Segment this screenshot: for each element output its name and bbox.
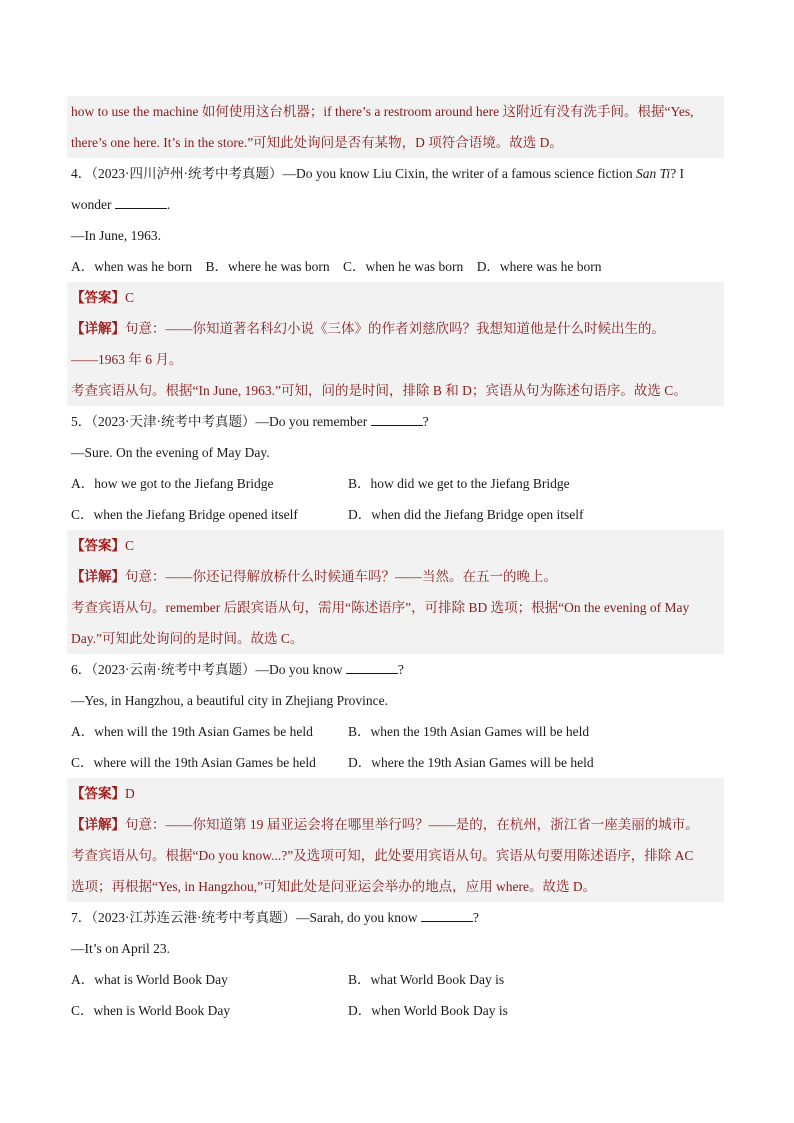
q4-blank — [115, 194, 167, 209]
q6-detail-1: 【详解】句意：——你知道第 19 届亚运会将在哪里举行吗？——是的，在杭州，浙江省一座美丽的城市。 — [67, 809, 724, 840]
q7-options-ab — [0, 964, 794, 995]
q6-options-cd — [0, 747, 794, 778]
q6-detail-2: 考查宾语从句。根据“Do you know...?”及选项可知，此处要用宾语从句。宾语从句要用陈述语序，排除 AC — [67, 840, 724, 871]
q5-stem: 5．（2023·天津·统考中考真题）—Do you remember ? — [0, 406, 794, 437]
q4-answer: 【答案】C — [67, 282, 724, 313]
prev-detail-line-1: how to use the machine 如何使用这台机器；if there’s a restroom around here 这附近有没有洗手间。根据“Yes, — [67, 96, 724, 127]
q6-options-ab — [0, 716, 794, 747]
q4-stem: 4．（2023·四川泸州·统考中考真题）—Do you know Liu Cixin, the writer of a famous science fiction San Ti? I — [71, 166, 685, 181]
q6-option-c: C．where will the 19th Asian Games be held — [71, 755, 316, 770]
q7-option-a: A．what is World Book Day — [71, 972, 228, 987]
q6-detail-3: 选项；再根据“Yes, in Hangzhou,”可知此处是问亚运会举办的地点，应用 where。故选 D。 — [67, 871, 724, 902]
q4-option-a: A．when was he born — [71, 259, 193, 274]
q6-stem: 6．（2023·云南·统考中考真题）—Do you know ? — [0, 654, 794, 685]
q4-option-b: B．where he was born — [205, 259, 330, 274]
q5-option-d: D．when did the Jiefang Bridge open itself — [348, 507, 584, 522]
q7-option-c: C．when is World Book Day — [71, 1003, 231, 1018]
q5-answer: 【答案】C — [67, 530, 724, 561]
q6-option-a: A．when will the 19th Asian Games be held — [71, 724, 313, 739]
q4-stem-cont: wonder . — [0, 189, 794, 220]
q7-option-b: B．what World Book Day is — [348, 972, 505, 987]
q6-reply: —Yes, in Hangzhou, a beautiful city in Zhejiang Province. — [71, 693, 388, 708]
q7-option-d: D．when World Book Day is — [348, 1003, 508, 1018]
q4-options — [0, 251, 794, 282]
q5-option-c: C．when the Jiefang Bridge opened itself — [71, 507, 298, 522]
q6-blank — [346, 659, 398, 674]
q5-detail-2: 考查宾语从句。remember 后跟宾语从句，需用“陈述语序”，可排除 BD 选项；根据“On the evening of May — [67, 592, 724, 623]
q7-reply: —It’s on April 23. — [71, 941, 171, 956]
q6-option-d: D．where the 19th Asian Games will be held — [348, 755, 594, 770]
q5-option-a: A．how we got to the Jiefang Bridge — [71, 476, 274, 491]
q4-book-title: San Ti — [636, 166, 671, 181]
prev-detail-line-2: there’s one here. It’s in the store.”可知此处询问是否有某物，D 项符合语境。故选 D。 — [67, 127, 724, 158]
q6-answer: 【答案】D — [67, 778, 724, 809]
q4-reply: —In June, 1963. — [71, 228, 161, 243]
q4-detail-1: 【详解】句意：——你知道著名科幻小说《三体》的作者刘慈欣吗？我想知道他是什么时候出生的。 — [67, 313, 724, 344]
q4-option-c: C．when he was born — [342, 259, 464, 274]
q7-stem: 7．（2023·江苏连云港·统考中考真题）—Sarah, do you know ? — [0, 902, 794, 933]
q5-options-cd — [0, 499, 794, 530]
q7-blank — [421, 907, 473, 922]
q7-options-cd — [0, 995, 794, 1026]
q5-blank — [371, 411, 423, 426]
q5-reply: —Sure. On the evening of May Day. — [71, 445, 270, 460]
q5-option-b: B．how did we get to the Jiefang Bridge — [348, 476, 570, 491]
q4-detail-3: 考查宾语从句。根据“In June, 1963.”可知，问的是时间，排除 B 和 D；宾语从句为陈述句语序。故选 C。 — [67, 375, 724, 406]
q5-detail-3: Day.”可知此处询问的是时间。故选 C。 — [67, 623, 724, 654]
q5-options-ab — [0, 468, 794, 499]
q4-option-d: D．where was he born — [476, 259, 602, 274]
q5-detail-1: 【详解】句意：——你还记得解放桥什么时候通车吗？——当然。在五一的晚上。 — [67, 561, 724, 592]
q6-option-b: B．when the 19th Asian Games will be held — [348, 724, 590, 739]
q4-detail-2: ——1963 年 6 月。 — [67, 344, 724, 375]
document-page — [0, 96, 794, 1026]
